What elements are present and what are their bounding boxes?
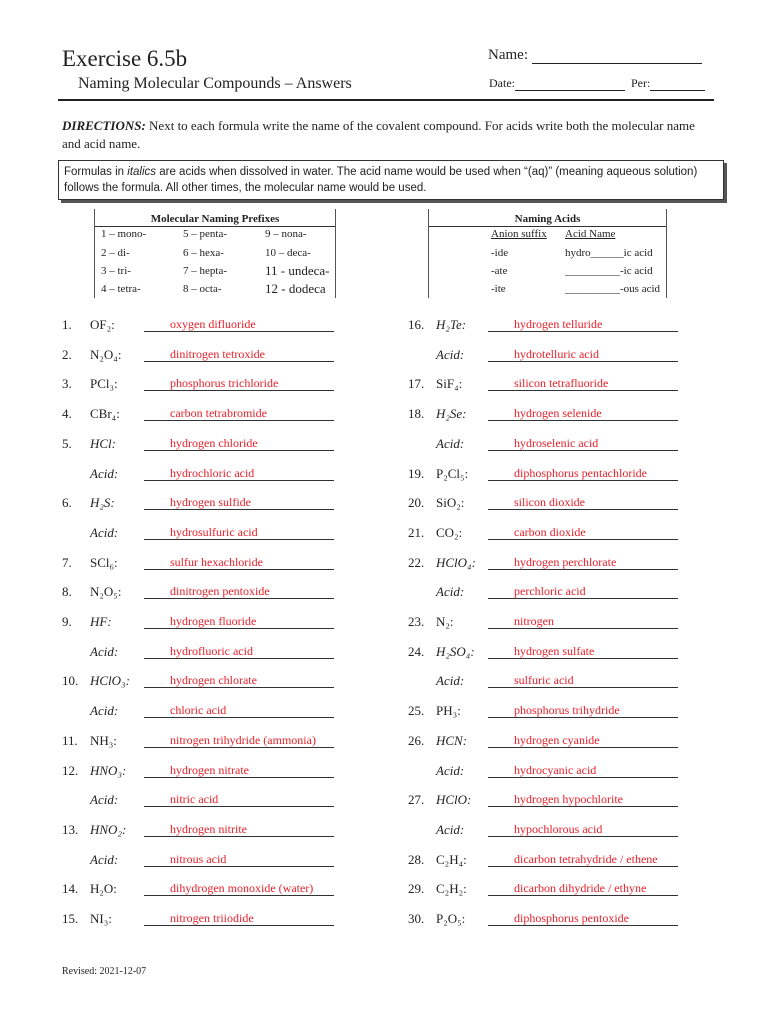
- question-formula: Acid:: [90, 703, 119, 718]
- question-formula: N₂O₅:: [90, 584, 122, 599]
- question-formula: Acid:: [436, 822, 465, 837]
- answer-field[interactable]: hydrogen sulfate: [488, 644, 678, 659]
- answer-field[interactable]: dinitrogen tetroxide: [144, 347, 334, 362]
- answer-field[interactable]: nitric acid: [144, 792, 334, 807]
- question-number: 7.: [62, 555, 72, 570]
- question-formula: Acid:: [90, 644, 119, 659]
- date-per-field[interactable]: [489, 76, 705, 91]
- answer-field[interactable]: phosphorus trichloride: [144, 376, 334, 391]
- directions-text: Next to each formula write the name of the covalent compound. For acids write both the molecular name and acid name.: [62, 118, 695, 151]
- question-formula: CO₂:: [436, 525, 463, 540]
- question-formula: HClO:: [436, 792, 472, 807]
- question-formula: H₂Se:: [436, 406, 467, 421]
- answer-field[interactable]: silicon tetrafluoride: [488, 376, 678, 391]
- acids-name-cell: hydro______ic acid: [565, 247, 653, 259]
- question-formula: P₂Cl₅:: [436, 466, 469, 481]
- question-formula: HCl:: [90, 436, 116, 451]
- question-formula: HClO₄:: [436, 555, 476, 570]
- answer-field[interactable]: sulfuric acid: [488, 673, 678, 688]
- question-number: 27.: [408, 792, 425, 807]
- prefix-cell: 4 – tetra-: [101, 283, 141, 295]
- question-formula: H₂S:: [90, 495, 115, 510]
- question-formula: PCl₃:: [90, 376, 118, 391]
- question-number: 19.: [408, 466, 425, 481]
- question-number: 20.: [408, 495, 425, 510]
- question-number: 24.: [408, 644, 425, 659]
- answer-field[interactable]: nitrous acid: [144, 852, 334, 867]
- question-number: 2.: [62, 347, 72, 362]
- answer-field[interactable]: sulfur hexachloride: [144, 555, 334, 570]
- acid-note-box: [58, 160, 724, 200]
- question-formula: Acid:: [90, 466, 119, 481]
- prefix-table-rule: [95, 226, 335, 227]
- prefix-cell: 7 – hepta-: [183, 265, 227, 277]
- acids-suffix-cell: -ite: [491, 283, 506, 295]
- answer-field[interactable]: hydrogen chloride: [144, 436, 334, 451]
- answer-field[interactable]: hydrogen telluride: [488, 317, 678, 332]
- question-formula: NI₃:: [90, 911, 112, 926]
- question-formula: HNO₃:: [90, 763, 127, 778]
- acids-suffix-cell: -ate: [491, 265, 508, 277]
- answer-field[interactable]: hydrosulfuric acid: [144, 525, 334, 540]
- revised-date: Revised: 2021-12-07: [62, 966, 147, 977]
- question-number: 6.: [62, 495, 72, 510]
- answer-field[interactable]: hydrogen perchlorate: [488, 555, 678, 570]
- note-post: are acids when dissolved in water. The acid name would be used when “(aq)” (meaning aqueous solution) follows the formula. All other times, the molecular name would be used.: [64, 166, 698, 194]
- answer-field[interactable]: hypochlorous acid: [488, 822, 678, 837]
- question-formula: Acid:: [436, 347, 465, 362]
- answer-field[interactable]: dicarbon tetrahydride / ethene: [488, 852, 678, 867]
- question-formula: Acid:: [90, 792, 119, 807]
- question-formula: HCN:: [436, 733, 468, 748]
- question-number: 23.: [408, 614, 425, 629]
- prefix-cell: 10 – deca-: [265, 247, 311, 259]
- question-number: 22.: [408, 555, 425, 570]
- note-pre: Formulas in: [64, 166, 128, 178]
- question-formula: C₂H₂:: [436, 881, 467, 896]
- answer-field[interactable]: dinitrogen pentoxide: [144, 584, 334, 599]
- answer-field[interactable]: dicarbon dihydride / ethyne: [488, 881, 678, 896]
- acids-table-title: Naming Acids: [514, 213, 581, 225]
- answer-field[interactable]: hydrogen selenide: [488, 406, 678, 421]
- question-number: 9.: [62, 614, 72, 629]
- prefix-cell: 12 - dodeca: [265, 281, 326, 296]
- acids-col-name: Acid Name: [565, 228, 616, 240]
- prefix-table: [94, 209, 336, 298]
- question-number: 3.: [62, 376, 72, 391]
- question-number: 18.: [408, 406, 425, 421]
- date-label: Date:: [489, 76, 515, 90]
- question-formula: OF₂:: [90, 317, 115, 332]
- question-number: 29.: [408, 881, 425, 896]
- answer-field[interactable]: hydrogen cyanide: [488, 733, 678, 748]
- question-number: 8.: [62, 584, 72, 599]
- question-number: 17.: [408, 376, 425, 391]
- prefix-cell: 9 – nona-: [265, 228, 307, 240]
- prefix-cell: 2 – di-: [101, 247, 130, 259]
- question-formula: CBr₄:: [90, 406, 120, 421]
- answer-field[interactable]: nitrogen triiodide: [144, 911, 334, 926]
- question-number: 30.: [408, 911, 425, 926]
- answer-field[interactable]: carbon dioxide: [488, 525, 678, 540]
- answer-field[interactable]: hydrotelluric acid: [488, 347, 678, 362]
- answer-field[interactable]: hydrochloric acid: [144, 466, 334, 481]
- answer-field[interactable]: diphosphorus pentachloride: [488, 466, 678, 481]
- prefix-cell: 1 – mono-: [101, 228, 147, 240]
- answer-field[interactable]: perchloric acid: [488, 584, 678, 599]
- naming-acids-table: [428, 209, 667, 298]
- question-formula: HNO₂:: [90, 822, 127, 837]
- question-formula: Acid:: [90, 525, 119, 540]
- prefix-cell: 11 - undeca-: [265, 263, 330, 278]
- answer-field[interactable]: hydrogen nitrite: [144, 822, 334, 837]
- answer-field[interactable]: hydrogen sulfide: [144, 495, 334, 510]
- page-subtitle: Naming Molecular Compounds – Answers: [78, 75, 352, 92]
- question-formula: Acid:: [436, 673, 465, 688]
- question-formula: N₂O₄:: [90, 347, 122, 362]
- directions: [62, 117, 716, 153]
- question-formula: H₂Te:: [436, 317, 467, 332]
- acids-name-cell: __________-ous acid: [565, 283, 661, 295]
- answer-field[interactable]: oxygen difluoride: [144, 317, 334, 332]
- question-number: 5.: [62, 436, 72, 451]
- question-formula: N₂:: [436, 614, 454, 629]
- directions-lead: DIRECTIONS:: [62, 118, 146, 133]
- answer-field[interactable]: carbon tetrabromide: [144, 406, 334, 421]
- question-number: 25.: [408, 703, 425, 718]
- answer-field[interactable]: nitrogen trihydride (ammonia): [144, 733, 334, 748]
- question-number: 4.: [62, 406, 72, 421]
- prefix-cell: 3 – tri-: [101, 265, 131, 277]
- question-formula: SiF₄:: [436, 376, 463, 391]
- question-number: 26.: [408, 733, 425, 748]
- per-label: Per:: [631, 76, 651, 90]
- answer-field[interactable]: hydrogen fluoride: [144, 614, 334, 629]
- acids-suffix-cell: -ide: [491, 247, 509, 259]
- per-line[interactable]: [650, 78, 705, 91]
- answer-field[interactable]: silicon dioxide: [488, 495, 678, 510]
- prefix-cell: 6 – hexa-: [183, 247, 224, 259]
- question-formula: C₂H₄:: [436, 852, 467, 867]
- question-formula: H₂SO₄:: [436, 644, 475, 659]
- prefix-cell: 8 – octa-: [183, 283, 222, 295]
- question-formula: HClO₃:: [90, 673, 130, 688]
- answer-field[interactable]: diphosphorus pentoxide: [488, 911, 678, 926]
- date-line[interactable]: [515, 78, 625, 91]
- answer-field[interactable]: hydrogen hypochlorite: [488, 792, 678, 807]
- answer-field[interactable]: nitrogen: [488, 614, 678, 629]
- answer-field[interactable]: hydrocyanic acid: [488, 763, 678, 778]
- name-field[interactable]: [488, 47, 702, 64]
- answer-field[interactable]: chloric acid: [144, 703, 334, 718]
- acids-table-rule: [429, 226, 666, 227]
- question-number: 12.: [62, 763, 79, 778]
- answer-field[interactable]: hydrogen chlorate: [144, 673, 334, 688]
- answer-field[interactable]: hydrofluoric acid: [144, 644, 334, 659]
- answer-field[interactable]: phosphorus trihydride: [488, 703, 678, 718]
- question-number: 13.: [62, 822, 79, 837]
- question-number: 21.: [408, 525, 425, 540]
- page-title: Exercise 6.5b: [62, 46, 188, 71]
- question-formula: SiO₂:: [436, 495, 465, 510]
- question-number: 14.: [62, 881, 79, 896]
- prefix-table-title: Molecular Naming Prefixes: [150, 213, 280, 225]
- note-italics: italics: [127, 166, 157, 178]
- answer-field[interactable]: hydrogen nitrate: [144, 763, 334, 778]
- question-formula: Acid:: [436, 584, 465, 599]
- answer-field[interactable]: hydroselenic acid: [488, 436, 678, 451]
- question-number: 28.: [408, 852, 425, 867]
- question-formula: Acid:: [436, 436, 465, 451]
- question-formula: P₂O₅:: [436, 911, 466, 926]
- name-line[interactable]: [532, 49, 702, 64]
- question-formula: H₂O:: [90, 881, 117, 896]
- name-label: Name:: [488, 47, 528, 63]
- question-formula: HF:: [90, 614, 112, 629]
- question-formula: SCl₆:: [90, 555, 118, 570]
- acids-col-suffix: Anion suffix: [491, 228, 547, 240]
- header-divider: [58, 99, 714, 101]
- question-formula: Acid:: [90, 852, 119, 867]
- acids-name-cell: __________-ic acid: [565, 265, 653, 277]
- question-number: 11.: [62, 733, 78, 748]
- question-number: 1.: [62, 317, 72, 332]
- answer-field[interactable]: dihydrogen monoxide (water): [144, 881, 334, 896]
- question-number: 15.: [62, 911, 79, 926]
- question-number: 16.: [408, 317, 425, 332]
- prefix-cell: 5 – penta-: [183, 228, 227, 240]
- question-formula: PH₃:: [436, 703, 461, 718]
- question-formula: Acid:: [436, 763, 465, 778]
- question-number: 10.: [62, 673, 79, 688]
- question-formula: NH₃:: [90, 733, 117, 748]
